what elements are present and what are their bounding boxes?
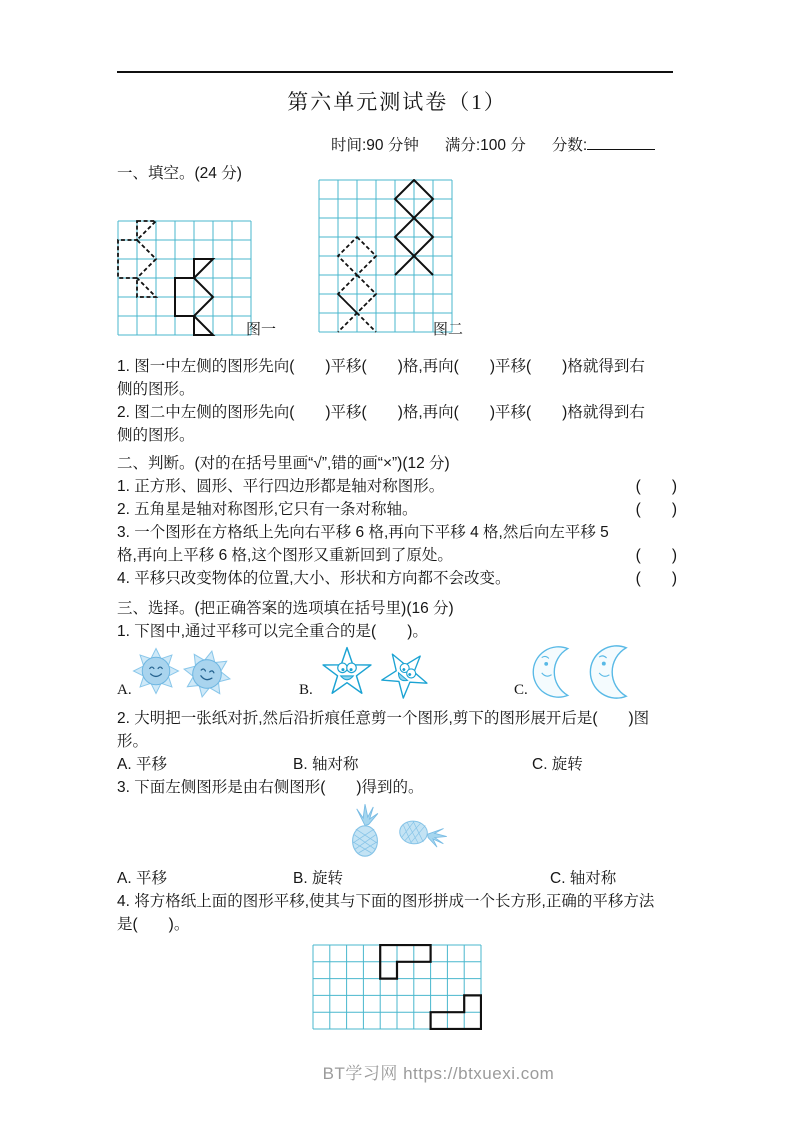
figure2-grid <box>318 179 453 333</box>
judge-item-3 <box>117 521 677 567</box>
pineapple-icon <box>342 801 388 859</box>
q3-option-b: B. 旋转 <box>293 870 343 887</box>
section-choose-heading: 三、选择。(把正确答案的选项填在括号里)(16 分) <box>117 600 454 617</box>
section-judge-heading: 二、判断。(对的在括号里画“√”,错的画“×”)(12 分) <box>117 455 450 472</box>
choose-q3-text: 3. 下面左侧图形是由右侧图形( )得到的。 <box>117 779 424 796</box>
q2-option-c: C. 旋转 <box>532 756 583 773</box>
judge-item-1 <box>117 475 677 498</box>
judge-item-bracket: ( ) <box>635 478 677 495</box>
choose-q1-images <box>117 643 677 701</box>
judge-item-2 <box>117 498 677 521</box>
judge-item-bracket: ( ) <box>635 501 677 518</box>
q2-option-b: B. 轴对称 <box>293 756 359 773</box>
judge-item-text: 3. 一个图形在方格纸上先向右平移 6 格,再向下平移 4 格,然后向左平移 5 格,再向上平移 6 格,这个图形又重新回到了原处。 <box>117 524 609 564</box>
pineapple-icon <box>390 802 452 858</box>
page-title: 第六单元测试卷（1） <box>287 90 507 114</box>
choose-q1-text: 1. 下图中,通过平移可以完全重合的是( )。 <box>117 623 428 640</box>
score-label: 分数: <box>551 137 588 154</box>
fill-q1-line2: 侧的图形。 <box>117 381 195 398</box>
worksheet <box>117 0 677 1030</box>
sun-icon <box>131 646 181 696</box>
section-fill-heading: 一、填空。(24 分) <box>117 165 242 182</box>
time-label: 时间:90 分钟 <box>331 137 419 154</box>
judge-item-bracket: ( ) <box>635 570 677 587</box>
choose-q2-line2: 形。 <box>117 733 149 750</box>
judge-item-4 <box>117 567 677 590</box>
judge-item-text: 4. 平移只改变物体的位置,大小、形状和方向都不会改变。 <box>117 570 511 587</box>
figure1-caption: 图一 <box>246 321 277 338</box>
choose-q3-options <box>117 867 677 890</box>
option-b-label: B. <box>299 682 313 698</box>
score-label-wrap <box>552 134 655 157</box>
choose-q4-line1: 4. 将方格纸上面的图形平移,使其与下面的图形拼成一个长方形,正确的平移方法 <box>117 893 655 910</box>
choose-q2-line1: 2. 大明把一张纸对折,然后沿折痕任意剪一个图形,剪下的图形展开后是( )图 <box>117 710 650 727</box>
figure2-caption: 图二 <box>433 321 464 338</box>
judge-item-bracket: ( ) <box>635 547 677 564</box>
fill-figures <box>117 185 677 355</box>
fill-q1-line1: 1. 图一中左侧的图形先向( )平移( )格,再向( )平移( )格就得到右 <box>117 358 645 375</box>
score-blank-line <box>587 134 655 150</box>
fill-q2-line2: 侧的图形。 <box>117 427 195 444</box>
choose-q4-line2: 是( )。 <box>117 916 190 933</box>
star-icon <box>320 644 374 698</box>
option-a-label: A. <box>117 682 132 698</box>
fill-q2-line1: 2. 图二中左侧的图形先向( )平移( )格,再向( )平移( )格就得到右 <box>117 404 645 421</box>
site-watermark: BT学习网 https://btxuexi.com <box>322 1064 555 1083</box>
option-c-label: C. <box>514 682 528 698</box>
sun-icon <box>181 648 233 700</box>
q2-option-a: A. 平移 <box>117 756 167 773</box>
question4-grid <box>312 944 482 1030</box>
judge-item-text: 2. 五角星是轴对称图形,它只有一条对称轴。 <box>117 501 418 518</box>
figure1-grid <box>117 220 252 336</box>
full-marks-label: 满分:100 分 <box>444 137 526 154</box>
star-icon <box>378 645 434 701</box>
choose-q3-images <box>117 799 677 861</box>
q3-option-c: C. 轴对称 <box>550 870 617 887</box>
q3-option-a: A. 平移 <box>117 870 167 887</box>
choose-q2-options <box>117 753 677 776</box>
moon-icon <box>530 645 584 699</box>
question4-gridlines <box>313 945 481 1029</box>
moon-icon <box>587 644 643 700</box>
exam-info-line <box>331 134 677 157</box>
judge-item-text: 1. 正方形、圆形、平行四边形都是轴对称图形。 <box>117 478 445 495</box>
